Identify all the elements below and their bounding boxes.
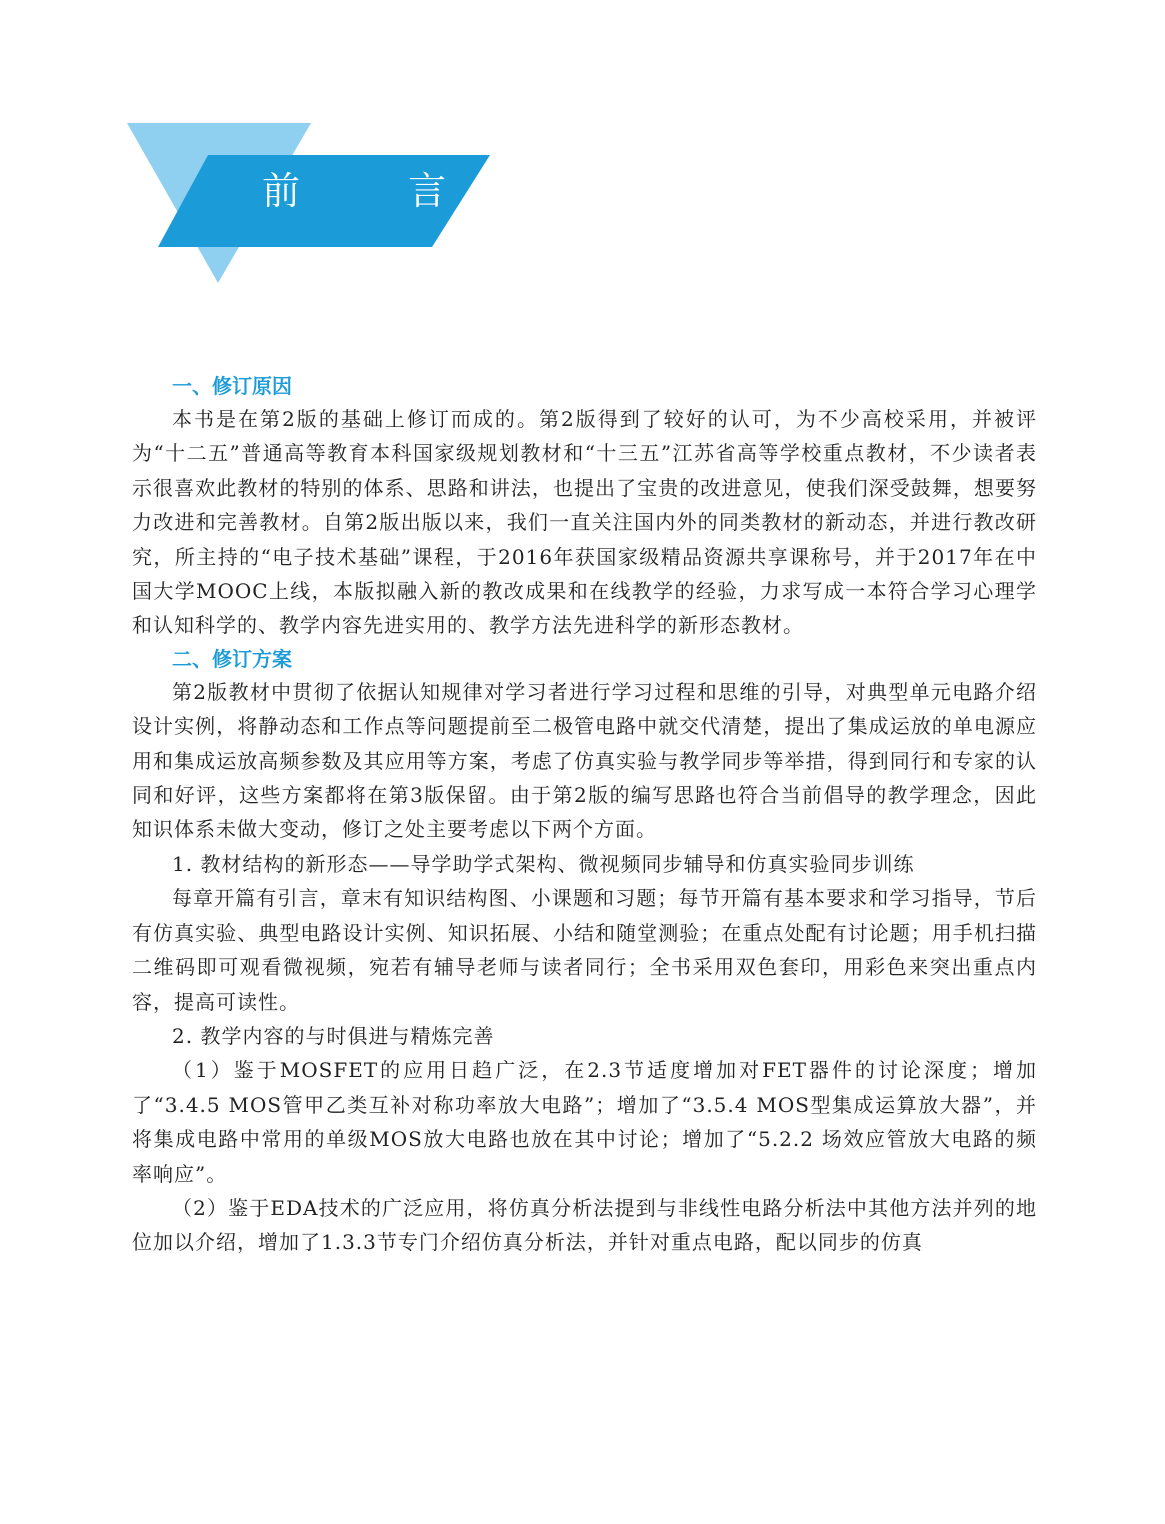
paragraph: 每章开篇有引言，章末有知识结构图、小课题和习题；每节开篇有基本要求和学习指导，节后有仿真实验、典型电路设计实例、知识拓展、小结和随堂测验；在重点处配有讨论题；用手机扫描二维码即可观看微视频，宛若有辅导老师与读者同行；全书采用双色套印，用彩色来突出重点内容，提高可读性。 — [132, 886, 1037, 1014]
subheading-paragraph: 1. 教材结构的新形态——导学助学式架构、微视频同步辅导和仿真实验同步训练 — [172, 851, 915, 876]
paragraph: （2）鉴于EDA技术的广泛应用，将仿真分析法提到与非线性电路分析法中其他方法并列的地位加以介绍，增加了1.3.3节专门介绍仿真分析法，并针对重点电路，配以同步的仿真 — [132, 1195, 1037, 1255]
page-title: 前 言 — [262, 169, 495, 213]
main-content — [132, 370, 1037, 1260]
section-heading-revision-reason: 一、修订原因 — [172, 374, 292, 398]
paragraph: 第2版教材中贯彻了依据认知规律对学习者进行学习过程和思维的引导，对典型单元电路介绍设计实例，将静动态和工作点等问题提前至二极管电路中就交代清楚，提出了集成运放的单电源应用和集成运放高频参数及其应用等方案，考虑了仿真实验与教学同步等举措，得到同行和专家的认同和好评，这些方案都将在第3版保留。由于第2版的编写思路也符合当前倡导的教学理念，因此知识体系未做大变动，修订之处主要考虑以下两个方面。 — [132, 679, 1037, 842]
paragraph: 本书是在第2版的基础上修订而成的。第2版得到了较好的认可，为不少高校采用，并被评为“十二五”普通高等教育本科国家级规划教材和“十三五”江苏省高等学校重点教材，不少读者表示很喜欢此教材的特别的体系、思路和讲法，也提出了宝贵的改进意见，使我们深受鼓舞，想要努力改进和完善教材。自第2版出版以来，我们一直关注国内外的同类教材的新动态，并进行教改研究，所主持的“电子技术基础”课程，于2016年获国家级精品资源共享课称号，并于2017年在中国大学MOOC上线，本版拟融入新的教改成果和在线教学的经验，力求写成一本符合学习心理学和认知科学的、教学内容先进实用的、教学方法先进科学的新形态教材。 — [132, 407, 1037, 638]
subheading-paragraph: 2. 教学内容的与时俱进与精炼完善 — [172, 1023, 495, 1048]
section-heading-revision-plan: 二、修订方案 — [172, 646, 292, 671]
header-banner-graphic — [0, 0, 520, 300]
paragraph: （1）鉴于MOSFET的应用日趋广泛，在2.3节适度增加对FET器件的讨论深度；增加了“3.4.5 MOS管甲乙类互补对称功率放大电路”；增加了“3.5.4 MOS型集成运算放大器”，并将集成电路中常用的单级MOS放大电路也放在其中讨论；增加了“5.2.2 场效应管放大电路的频率响应”。 — [132, 1058, 1037, 1186]
